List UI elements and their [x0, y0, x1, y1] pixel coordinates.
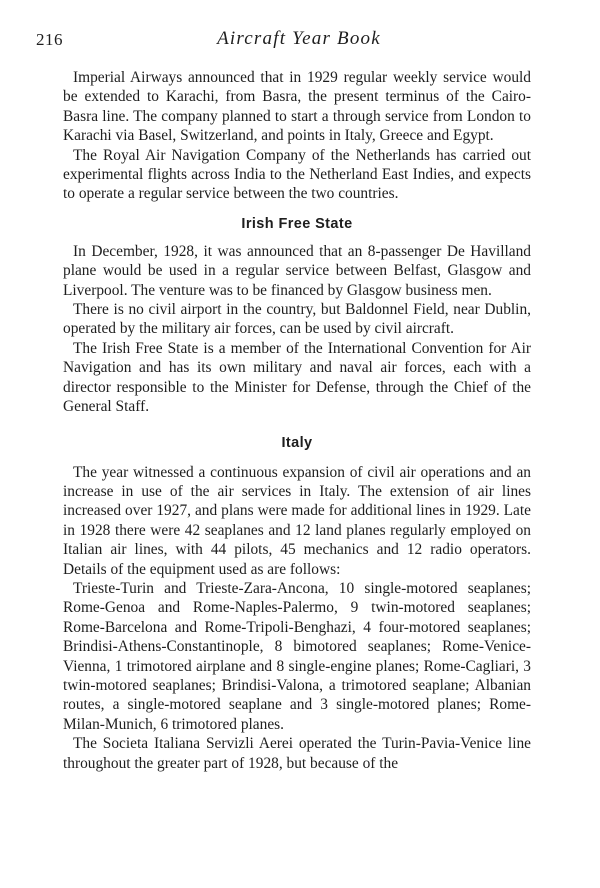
body-text	[63, 68, 531, 773]
page-number: 216	[36, 30, 63, 49]
paragraph-italy-expansion: The year witnessed a continuous expansion of civil air operations and an increase in use of the air services in Italy. The extension of air lines increased over 1927, and plans were made for additional lines in 1929. Late in 1928 there were 42 seaplanes and 12 land planes regularly employed on Italian air lines, with 44 pilots, 45 mechanics and 12 radio operators. Details of the equipment used as are follows:	[63, 463, 531, 578]
paragraph-imperial-airways: Imperial Airways announced that in 1929 regular weekly service would be extended to Karachi, from Basra, the present terminus of the Cairo-Basra line. The company planned to start a through service from London to Karachi via Basel, Switzerland, and points in Italy, Greece and Egypt.	[63, 69, 531, 145]
paragraph-royal-air-navigation: The Royal Air Navigation Company of the Netherlands has carried out experimental flights across India to the Netherland East Indies, and expects to operate a regular service between the two countries.	[63, 146, 531, 203]
paragraph-italy-routes: Trieste-Turin and Trieste-Zara-Ancona, 10 single-motored seaplanes; Rome-Genoa and Rome-Naples-Palermo, 9 twin-motored seaplanes; Rome-Barcelona and Rome-Tripoli-Benghazi, 4 four-motored seaplanes; Brindisi-Athens-Constantinople, 8 bimotored seaplanes; Rome-Venice-Vienna, 1 trimotored airplane and 8 single-engine planes; Rome-Cagliari, 3 twin-motored seaplanes; Brindisi-Valona, a trimotored seaplane; Albanian routes, a single-motored seaplane and 3 single-motored planes; Rome-Milan-Munich, 6 trimotored planes.	[63, 579, 531, 733]
paragraph-italy-societa: The Societa Italiana Servizli Aerei operated the Turin-Pavia-Venice line throughout the greater part of 1928, but because of the	[63, 735, 531, 772]
paragraph-irish-december: In December, 1928, it was announced that an 8-passenger De Havilland plane would be used in a regular service between Belfast, Glasgow and Liverpool. The venture was to be financed by Glasgow business men.	[63, 242, 531, 299]
running-title: Aircraft Year Book	[217, 28, 381, 49]
section-heading-italy: Italy	[281, 434, 313, 451]
page-header	[36, 28, 562, 52]
paragraph-irish-airport: There is no civil airport in the country, but Baldonnel Field, near Dublin, operated by the military air forces, can be used by civil aircraft.	[63, 301, 531, 338]
paragraph-irish-convention: The Irish Free State is a member of the International Convention for Air Navigation and has its own military and naval air forces, each with a director responsible to the Minister for Defense, through the Chief of the General Staff.	[63, 339, 531, 416]
section-heading-irish-free-state: Irish Free State	[241, 215, 353, 232]
